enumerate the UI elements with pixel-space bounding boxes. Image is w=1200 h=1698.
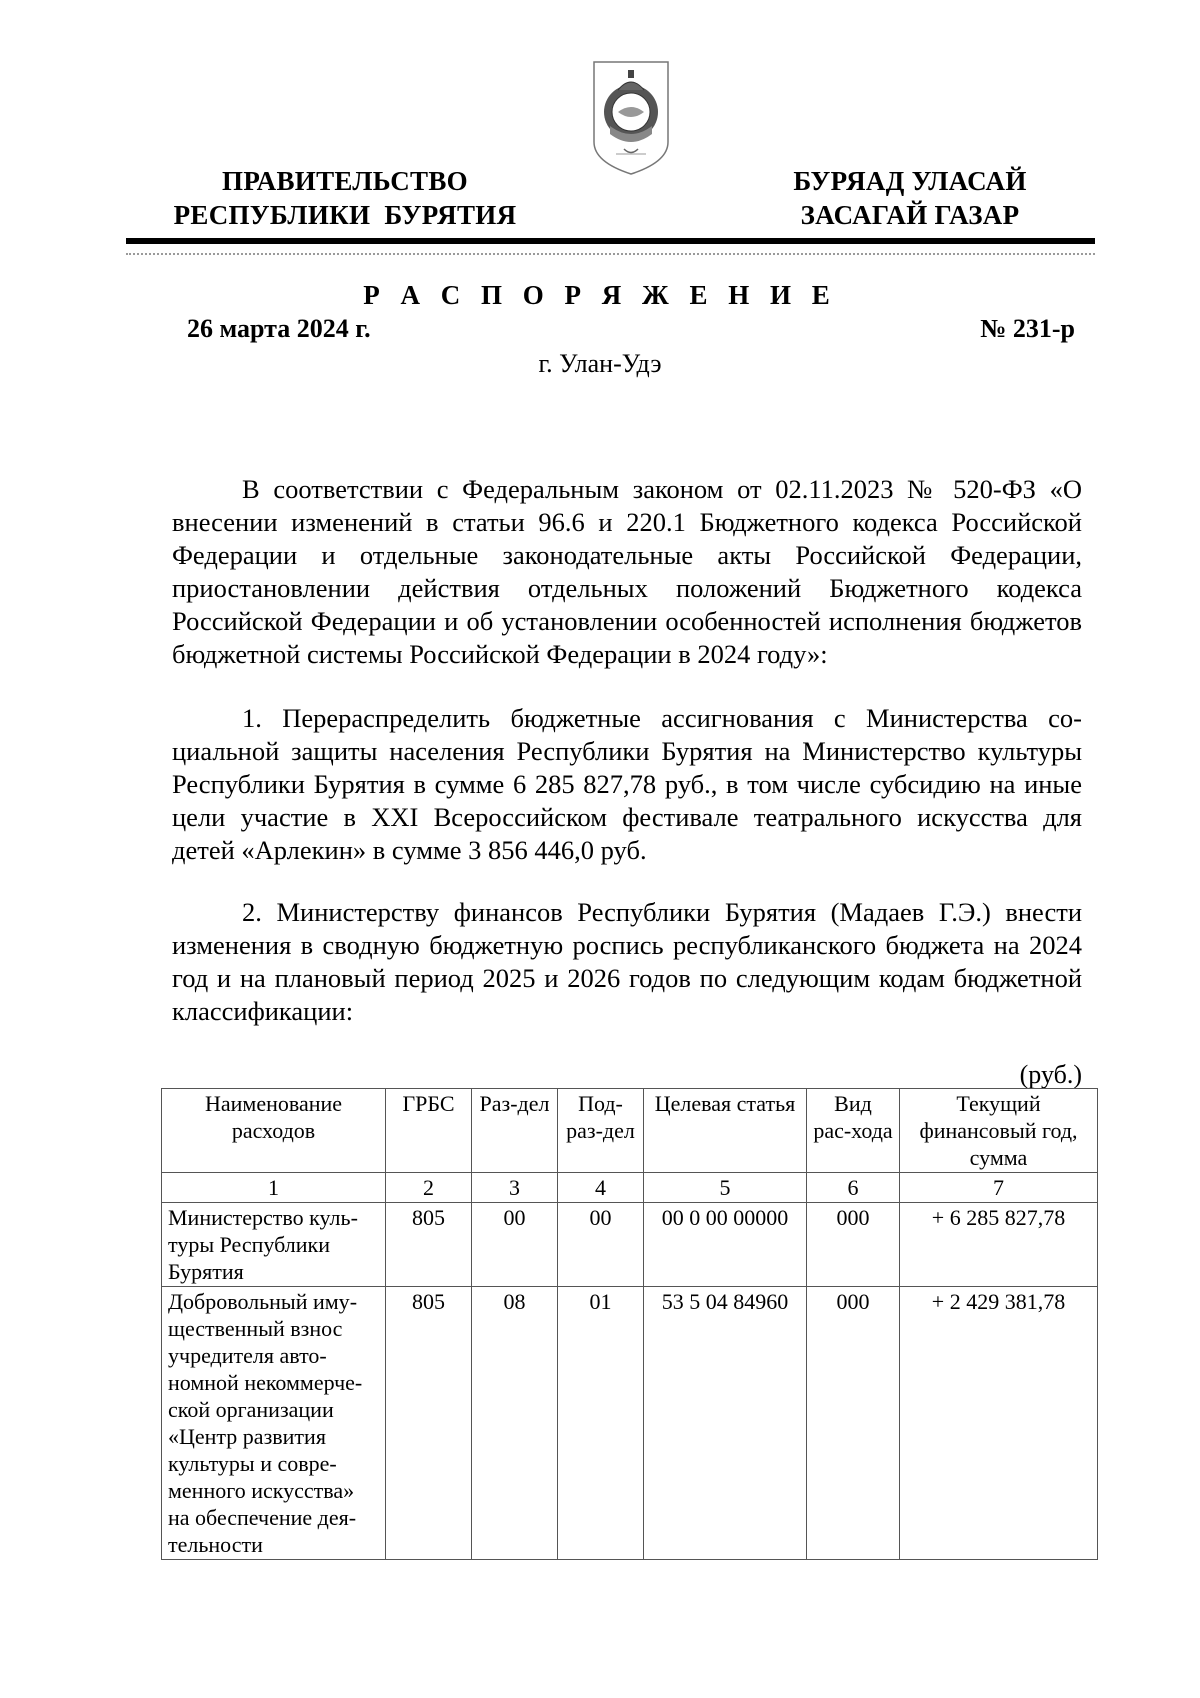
- item-2-paragraph: 2. Министерству финансов Республики Бурятия (Мадаев Г.Э.) внести изменения в сводную бюджетную роспись республиканского бюджета на 2024 год и на плановый период 2025 и 2026 годов по следующим кодам бюджетной классификации:: [172, 897, 1082, 1026]
- government-name-line1: ПРАВИТЕЛЬСТВО: [222, 166, 468, 196]
- cell-subsection: 00: [558, 1203, 644, 1287]
- table-column-number-row: [162, 1173, 1098, 1203]
- government-name-buryat-line1: БУРЯАД УЛАСАЙ: [793, 166, 1027, 196]
- cell-section: 00: [472, 1203, 558, 1287]
- col-header-section: Раз-дел: [472, 1089, 558, 1173]
- cell-amount: + 2 429 381,78: [900, 1287, 1098, 1560]
- cell-expense-type: 000: [807, 1287, 900, 1560]
- government-name-russian: [160, 164, 530, 232]
- col-number: 4: [558, 1173, 644, 1203]
- col-header-target: Целевая статья: [644, 1089, 807, 1173]
- col-number: 7: [900, 1173, 1098, 1203]
- cell-target: 00 0 00 00000: [644, 1203, 807, 1287]
- cell-name: Добровольный имущественный взнос учредителя автономной некоммерческой организации «Центр развития культуры и современного искусства» на обеспечение деятельности: [162, 1287, 386, 1560]
- document-city: г. Улан-Удэ: [538, 349, 662, 378]
- col-header-expense-type: Вид рас-хода: [807, 1089, 900, 1173]
- table-row: [162, 1287, 1098, 1560]
- intro-paragraph: В соответствии с Федеральным законом от 02.11.2023 № 520-ФЗ «О внесении изменений в статьи 96.6 и 220.1 Бюджетного кодекса Российской Федерации и отдельные законодательные акты Российской Федерации, приостановлении действия отдельных положений Бюджетного кодекса Российской Федерации и об установлении особенностей исполнения бюджетов бюджетной системы Российской Федерации в 2024 году»:: [172, 474, 1082, 669]
- cell-grbs: 805: [386, 1287, 472, 1560]
- cell-target: 53 5 04 84960: [644, 1287, 807, 1560]
- government-name-line2: РЕСПУБЛИКИ БУРЯТИЯ: [173, 200, 517, 230]
- cell-name: Министерство культуры Республики Бурятия: [162, 1203, 386, 1287]
- header-rule: [126, 238, 1095, 244]
- table-row: [162, 1203, 1098, 1287]
- col-header-amount: Текущий финансовый год, сумма: [900, 1089, 1098, 1173]
- col-header-subsection: Под-раз-дел: [558, 1089, 644, 1173]
- document-number: № 231-р: [980, 314, 1075, 343]
- table-unit-label: (руб.): [1019, 1060, 1082, 1089]
- header-dotted-rule: [126, 253, 1095, 255]
- document-type: Р А С П О Р Я Ж Е Н И Е: [363, 280, 837, 310]
- government-name-buryat-line2: ЗАСАГАЙ ГАЗАР: [800, 200, 1020, 230]
- col-number: 3: [472, 1173, 558, 1203]
- col-number: 1: [162, 1173, 386, 1203]
- cell-subsection: 01: [558, 1287, 644, 1560]
- budget-classification-table: [161, 1088, 1098, 1560]
- col-header-grbs: ГРБС: [386, 1089, 472, 1173]
- cell-expense-type: 000: [807, 1203, 900, 1287]
- item-1-paragraph: 1. Перераспределить бюджетные ассигнования с Министерства социальной защиты населения Республики Бурятия на Министерство культуры Республики Бурятия в сумме 6 285 827,78 руб., в том числе субсидию на иные цели участие в XXI Всероссийском фестивале театрального искусства для детей «Арлекин» в сумме 3 856 446,0 руб.: [172, 703, 1082, 865]
- cell-amount: + 6 285 827,78: [900, 1203, 1098, 1287]
- cell-grbs: 805: [386, 1203, 472, 1287]
- col-number: 6: [807, 1173, 900, 1203]
- col-number: 5: [644, 1173, 807, 1203]
- table-header-row: [162, 1089, 1098, 1173]
- cell-section: 08: [472, 1287, 558, 1560]
- government-name-buryat: [770, 164, 1050, 232]
- document-date: 26 марта 2024 г.: [187, 314, 371, 343]
- buryatia-coat-of-arms-icon: [588, 54, 674, 180]
- col-number: 2: [386, 1173, 472, 1203]
- col-header-name: Наименование расходов: [162, 1089, 386, 1173]
